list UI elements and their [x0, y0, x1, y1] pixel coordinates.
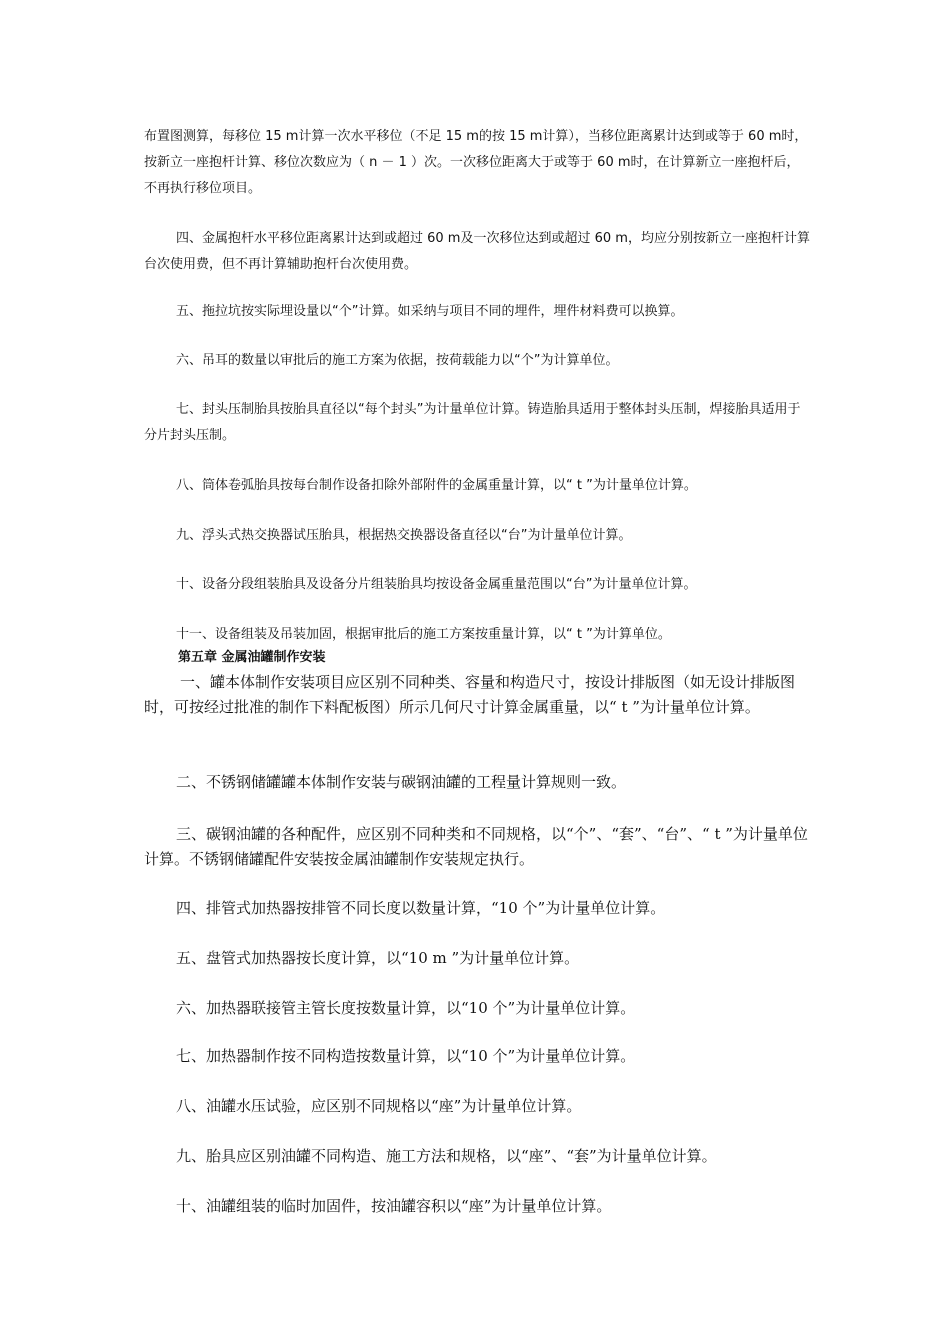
paragraph-item-6: 六、吊耳的数量以审批后的施工方案为依据，按荷载能力以“个”为计算单位。	[176, 353, 619, 368]
chapter5-item-9: 九、胎具应区别油罐不同构造、施工方法和规格，以“座”、“套”为计量单位计算。	[176, 1147, 717, 1165]
chapter5-item-3: 三、碳钢油罐的各种配件，应区别不同种类和不同规格，以“个”、“套”、“台”、“ t ”为计量单位计算。不锈钢储罐配件安装按金属油罐制作安装规定执行。	[144, 825, 808, 868]
chapter-heading: 第五章 金属油罐制作安装	[178, 650, 326, 665]
paragraph-item-4: 四、金属抱杆水平移位距离累计达到或超过 60 m及一次移位达到或超过 60 m，均应分别按新立一座抱杆计算台次使用费，但不再计算辅助抱杆台次使用费。	[144, 231, 810, 272]
chapter5-item-8: 八、油罐水压试验，应区别不同规格以“座”为计量单位计算。	[176, 1097, 582, 1115]
chapter5-item-4: 四、排管式加热器按排管不同长度以数量计算，“10 个”为计量单位计算。	[176, 899, 666, 917]
paragraph-item-8: 八、筒体卷弧胎具按每台制作设备扣除外部附件的金属重量计算，以“ t ”为计量单位计算。	[176, 478, 697, 493]
chapter5-item-1: 一、罐本体制作安装项目应区别不同种类、容量和构造尺寸，按设计排版图（如无设计排版图时，可按经过批准的制作下料配板图）所示几何尺寸计算金属重量，以“ t ”为计量单位计算。	[144, 673, 796, 716]
chapter5-item-6: 六、加热器联接管主管长度按数量计算，以“10 个”为计量单位计算。	[176, 999, 636, 1017]
paragraph-item-10: 十、设备分段组装胎具及设备分片组装胎具均按设备金属重量范围以“台”为计量单位计算。	[176, 577, 697, 592]
chapter5-item-5: 五、盘管式加热器按长度计算，以“10 m ”为计量单位计算。	[176, 949, 580, 967]
paragraph-item-7: 七、封头压制胎具按胎具直径以“每个封头”为计量单位计算。铸造胎具适用于整体封头压制，焊接胎具适用于分片封头压制。	[144, 402, 801, 443]
paragraph-item-5: 五、拖拉坑按实际埋设量以“个”计算。如采纳与项目不同的埋件，埋件材料费可以换算。	[176, 304, 684, 319]
paragraph-item-11: 十一、设备组装及吊装加固，根据审批后的施工方案按重量计算，以“ t ”为计算单位。	[176, 627, 671, 642]
paragraph-item-9: 九、浮头式热交换器试压胎具，根据热交换器设备直径以“台”为计量单位计算。	[176, 528, 632, 543]
chapter5-item-2: 二、不锈钢储罐罐本体制作安装与碳钢油罐的工程量计算规则一致。	[176, 773, 627, 791]
paragraph-lifting-pole-relocation: 布置图测算，每移位 15 m计算一次水平移位（不足 15 m的按 15 m计算），当移位距离累计达到或等于 60 m时，按新立一座抱杆计算、移位次数应为（ n － 1 ）次。一次移位距离大于或等于 60 m时，在计算新立一座抱杆后，不再执行移位项目。	[144, 129, 808, 196]
chapter5-item-10: 十、油罐组装的临时加固件，按油罐容积以“座”为计量单位计算。	[176, 1197, 612, 1215]
chapter5-item-7: 七、加热器制作按不同构造按数量计算，以“10 个”为计量单位计算。	[176, 1047, 636, 1065]
